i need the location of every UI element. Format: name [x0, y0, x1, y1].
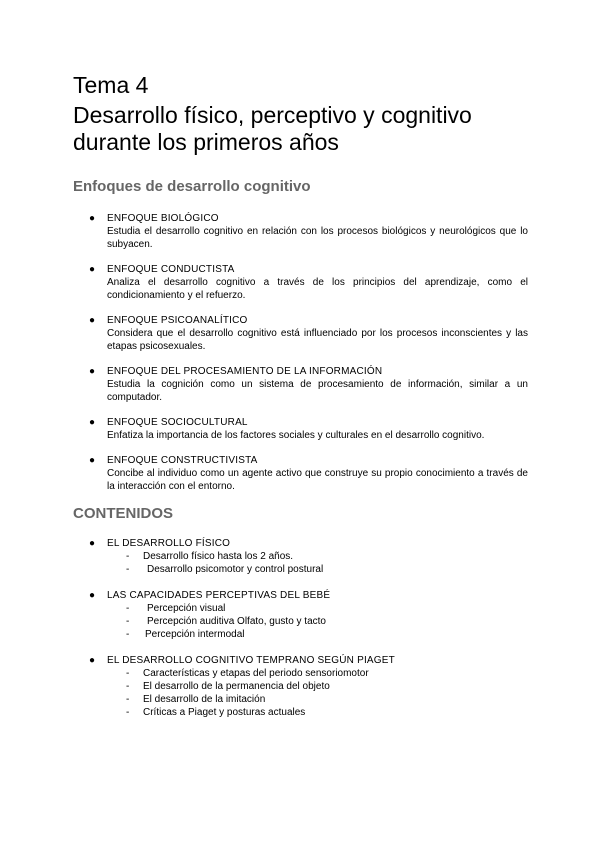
- section-heading-enfoques: Enfoques de desarrollo cognitivo: [73, 178, 311, 195]
- sub-list: [73, 667, 528, 719]
- list-item: [73, 589, 528, 641]
- list-item: [73, 654, 528, 719]
- list-item: [73, 416, 528, 442]
- item-heading: ENFOQUE CONSTRUCTIVISTA: [107, 455, 258, 466]
- sub-list-item: - Percepción visual: [126, 603, 226, 614]
- enfoques-list: [73, 212, 528, 493]
- list-item: [73, 537, 528, 576]
- document-page: [73, 72, 528, 719]
- bullet-icon: ●: [89, 655, 96, 666]
- item-body: Estudia el desarrollo cognitivo en relación con los procesos biológicos y neurológicos que lo subyacen.: [107, 226, 528, 250]
- item-body: Considera que el desarrollo cognitivo está influenciado por los procesos inconscientes y las etapas psicosexuales.: [107, 328, 528, 352]
- item-body: Concibe al individuo como un agente activo que construye su propio conocimiento a través de la interacción con el entorno.: [107, 468, 528, 492]
- sub-list-item: - Desarrollo psicomotor y control postural: [126, 564, 324, 575]
- bullet-icon: ●: [89, 417, 96, 428]
- item-body: Analiza el desarrollo cognitivo a través de los principios del aprendizaje, como el condicionamiento y el refuerzo.: [107, 277, 528, 301]
- sub-list-item: - Críticas a Piaget y posturas actuales: [126, 707, 306, 718]
- sub-list-item: - El desarrollo de la permanencia del objeto: [126, 681, 330, 692]
- bullet-icon: ●: [89, 538, 96, 549]
- list-item: [73, 454, 528, 493]
- section-heading-contenidos: CONTENIDOS: [73, 505, 174, 522]
- item-heading: ENFOQUE PSICOANALÍTICO: [107, 315, 248, 326]
- contenidos-list: [73, 537, 528, 719]
- list-item: [73, 314, 528, 353]
- item-body: Enfatiza la importancia de los factores sociales y culturales en el desarrollo cognitivo.: [107, 430, 485, 441]
- sub-list: [73, 602, 528, 641]
- bullet-icon: ●: [89, 315, 96, 326]
- bullet-icon: ●: [89, 264, 96, 275]
- title-line-3: durante los primeros años: [73, 129, 339, 155]
- bullet-icon: ●: [89, 366, 96, 377]
- sub-list-item: - Percepción auditiva Olfato, gusto y tacto: [126, 616, 326, 627]
- sub-list-item: - Características y etapas del periodo sensoriomotor: [126, 668, 369, 679]
- list-item: [73, 212, 528, 251]
- list-item: [73, 263, 528, 302]
- item-heading: LAS CAPACIDADES PERCEPTIVAS DEL BEBÉ: [107, 590, 331, 601]
- document-title: [73, 72, 528, 99]
- title-line-2: Desarrollo físico, perceptivo y cognitivo: [73, 102, 472, 128]
- item-heading: ENFOQUE CONDUCTISTA: [107, 264, 235, 275]
- sub-list-item: - Desarrollo físico hasta los 2 años.: [126, 551, 294, 562]
- item-heading: ENFOQUE SOCIOCULTURAL: [107, 417, 248, 428]
- bullet-icon: ●: [89, 213, 96, 224]
- document-subtitle: [73, 102, 528, 156]
- item-heading: EL DESARROLLO FÍSICO: [107, 538, 231, 549]
- list-item: [73, 365, 528, 404]
- bullet-icon: ●: [89, 455, 96, 466]
- sub-list-item: - El desarrollo de la imitación: [126, 694, 266, 705]
- item-body: Estudia la cognición como un sistema de procesamiento de información, similar a un computador.: [107, 379, 528, 403]
- title-line-1: Tema 4: [73, 72, 149, 98]
- sub-list: [73, 550, 528, 576]
- bullet-icon: ●: [89, 590, 96, 601]
- item-heading: ENFOQUE BIOLÓGICO: [107, 213, 219, 224]
- item-heading: EL DESARROLLO COGNITIVO TEMPRANO SEGÚN PIAGET: [107, 655, 395, 666]
- item-heading: ENFOQUE DEL PROCESAMIENTO DE LA INFORMACIÓN: [107, 366, 383, 377]
- sub-list-item: - Percepción intermodal: [126, 629, 245, 640]
